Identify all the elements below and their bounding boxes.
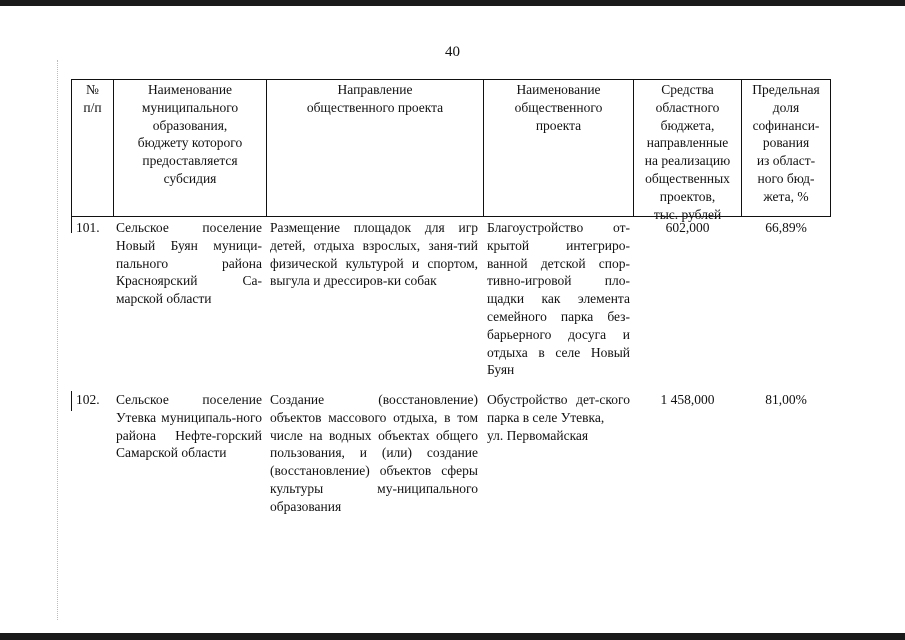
row-102-number: 102. xyxy=(76,392,100,407)
page-number: 40 xyxy=(445,44,460,60)
column-header-project: Наименование общественного проекта xyxy=(514,82,603,133)
row-102-project: Обустройство дет-ского парка в селе Утевка, ул. Первомайская xyxy=(487,392,630,443)
row-101-municipality: Сельское поселение Новый Буян муници-пального района Красноярский Са-марской области xyxy=(116,220,262,307)
table-top-line xyxy=(71,79,831,80)
scan-margin-dots xyxy=(57,60,60,620)
top-border-bar xyxy=(0,0,905,6)
column-header-share: Предельная доля софинанси- рования из област- ного бюд- жета, % xyxy=(752,82,820,204)
row-mark-102 xyxy=(71,391,72,411)
column-header-direction: Направление общественного проекта xyxy=(306,82,444,115)
col-line-6 xyxy=(830,79,831,217)
row-101-share: 66,89% xyxy=(765,220,807,235)
row-102-funds: 1 458,000 xyxy=(660,392,715,407)
row-102-share: 81,00% xyxy=(765,392,807,407)
row-102-municipality: Сельское поселение Утевка муниципаль-ного района Нефте-горский Самарской области xyxy=(116,392,262,461)
column-header-municipality: Наименование муниципального образования, бюджету которого предоставляется субсидия xyxy=(137,82,243,186)
column-header-number: № п/п xyxy=(83,82,102,115)
row-mark-101 xyxy=(71,217,72,233)
column-header-funds: Средства областного бюджета, направленные на реализацию общественных проектов, тыс. рублей xyxy=(644,82,731,222)
row-101-project: Благоустройство от-крытой интегриро-ванной детской спор-тивно-игровой пло-щадки как элемента семейного парка без-барьерного досуга и отдыха в селе Новый Буян xyxy=(487,220,630,378)
row-101-funds: 602,000 xyxy=(665,220,710,235)
row-101-number: 101. xyxy=(76,220,100,235)
row-101-direction: Размещение площадок для игр детей, отдыха взрослых, заня-тий физической культурой и спортом, выгула и дрессиров-ки собак xyxy=(270,220,478,289)
bottom-border-bar xyxy=(0,633,905,640)
row-102-direction: Создание (восстановление) объектов массового отдыха, в том числе на водных объектах общего пользования, и (или) создание (восстановление) объектов сферы культуры му-ниципального образования xyxy=(270,392,478,514)
